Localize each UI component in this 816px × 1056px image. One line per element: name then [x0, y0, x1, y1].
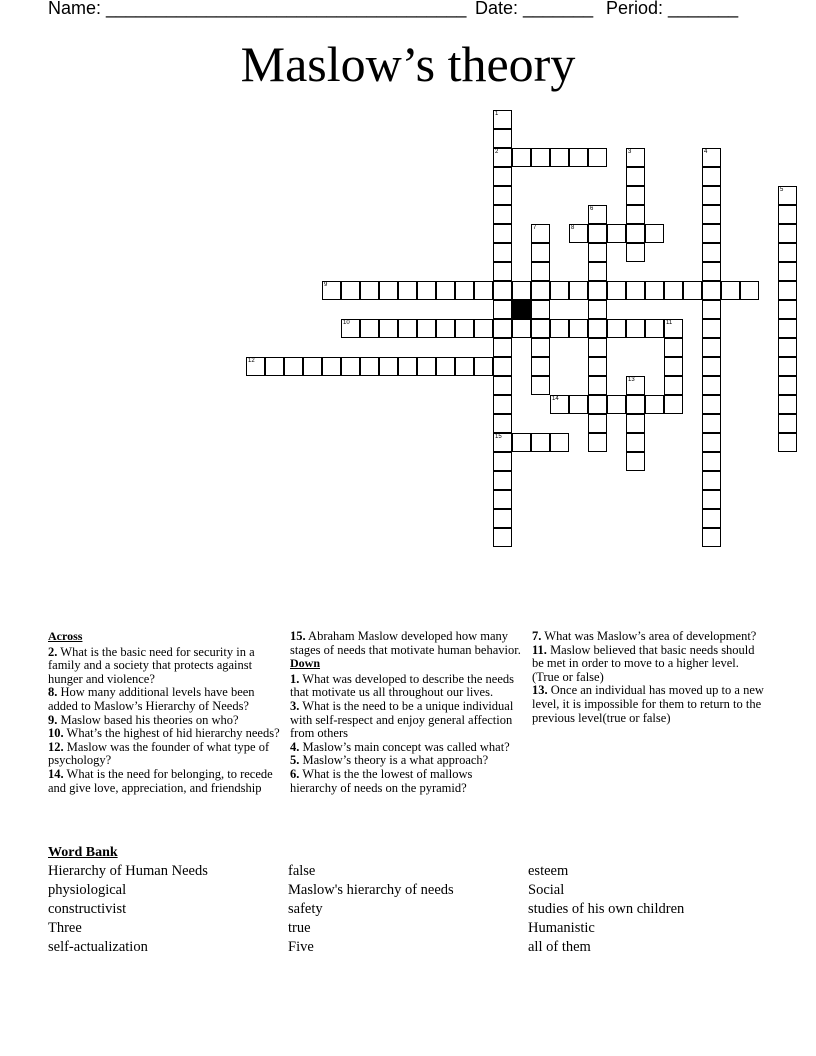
grid-cell[interactable]	[778, 433, 797, 452]
clues-column-1	[48, 630, 280, 795]
grid-cell[interactable]	[626, 414, 645, 433]
grid-cell[interactable]	[721, 281, 740, 300]
grid-cell[interactable]	[493, 262, 512, 281]
period-field[interactable]: Period: _______	[606, 0, 739, 18]
grid-cell[interactable]	[417, 281, 436, 300]
grid-cell[interactable]	[588, 243, 607, 262]
grid-cell[interactable]	[626, 205, 645, 224]
grid-cell[interactable]	[626, 224, 645, 243]
grid-cell[interactable]	[341, 319, 360, 338]
grid-cell[interactable]	[645, 319, 664, 338]
grid-cell[interactable]	[588, 300, 607, 319]
grid-cell[interactable]	[607, 281, 626, 300]
grid-cell[interactable]	[702, 528, 721, 547]
grid-cell[interactable]	[588, 224, 607, 243]
clue-down	[290, 741, 522, 755]
grid-cell[interactable]	[626, 148, 645, 167]
clue-number: 4	[704, 149, 708, 155]
grid-cell[interactable]	[531, 300, 550, 319]
word-bank-item: true	[288, 920, 311, 936]
grid-cell[interactable]	[531, 319, 550, 338]
word-bank-item: safety	[288, 901, 323, 917]
grid-cell[interactable]	[664, 281, 683, 300]
clue-across	[48, 768, 280, 795]
grid-cell[interactable]	[588, 205, 607, 224]
black-cell	[512, 300, 531, 319]
clue-text: How many additional levels have been added to Maslow’s Hierarchy of Needs?	[48, 685, 255, 713]
grid-cell[interactable]	[303, 357, 322, 376]
grid-cell[interactable]	[531, 433, 550, 452]
grid-cell[interactable]	[493, 167, 512, 186]
grid-cell[interactable]	[645, 395, 664, 414]
clue-down	[532, 644, 764, 685]
clue-number: 10	[343, 320, 350, 326]
grid-cell[interactable]	[588, 376, 607, 395]
grid-cell[interactable]	[493, 281, 512, 300]
clue-number: 5	[780, 187, 784, 193]
grid-cell[interactable]	[569, 319, 588, 338]
word-bank-item: esteem	[528, 863, 569, 879]
grid-cell[interactable]	[588, 433, 607, 452]
grid-cell[interactable]	[493, 357, 512, 376]
clue-text: Once an individual has moved up to a new level, it is impossible for them to return to the previous level(true or false)	[532, 683, 764, 725]
grid-cell[interactable]	[360, 281, 379, 300]
grid-cell[interactable]	[664, 338, 683, 357]
word-bank-column	[48, 862, 208, 957]
grid-cell[interactable]	[436, 281, 455, 300]
clue-number: 12	[248, 358, 255, 364]
grid-cell[interactable]	[683, 281, 702, 300]
clue-across	[48, 646, 280, 687]
grid-cell[interactable]	[702, 281, 721, 300]
clue-number: 2.	[48, 644, 58, 659]
grid-cell[interactable]	[702, 433, 721, 452]
grid-cell[interactable]	[493, 129, 512, 148]
clue-text: Maslow believed that basic needs should be met in order to move to a higher level.(True or false)	[532, 642, 755, 684]
clue-number: 7.	[532, 629, 542, 643]
clue-number: 6	[590, 206, 594, 212]
grid-cell[interactable]	[569, 224, 588, 243]
grid-cell[interactable]	[607, 224, 626, 243]
grid-cell[interactable]	[493, 433, 512, 452]
grid-cell[interactable]	[778, 281, 797, 300]
word-bank-item: physiological	[48, 882, 127, 898]
grid-cell[interactable]	[512, 433, 531, 452]
grid-cell[interactable]	[493, 414, 512, 433]
grid-cell[interactable]	[531, 243, 550, 262]
word-bank-item: Maslow's hierarchy of needs	[288, 882, 454, 898]
clue-number: 13.	[532, 683, 548, 698]
word-bank-item: Humanistic	[528, 920, 595, 936]
grid-cell[interactable]	[455, 319, 474, 338]
grid-cell[interactable]	[379, 281, 398, 300]
word-bank-column	[288, 862, 454, 957]
grid-cell[interactable]	[702, 167, 721, 186]
clue-number: 3	[628, 149, 632, 155]
grid-cell[interactable]	[569, 281, 588, 300]
clue-text: What was Maslow’s area of development?	[541, 629, 757, 643]
grid-cell[interactable]	[569, 395, 588, 414]
grid-cell[interactable]	[512, 319, 531, 338]
clue-down	[532, 684, 764, 725]
grid-cell[interactable]	[664, 395, 683, 414]
grid-cell[interactable]	[493, 395, 512, 414]
grid-cell[interactable]	[493, 205, 512, 224]
grid-cell[interactable]	[702, 471, 721, 490]
word-bank-column	[528, 862, 684, 957]
clue-text: What is the the lowest of mallows hierarchy of needs on the pyramid?	[290, 766, 473, 795]
grid-cell[interactable]	[702, 243, 721, 262]
clue-number: 9.	[48, 712, 58, 727]
grid-cell[interactable]	[531, 376, 550, 395]
grid-cell[interactable]	[626, 281, 645, 300]
grid-cell[interactable]	[531, 148, 550, 167]
grid-cell[interactable]	[436, 319, 455, 338]
clue-number: 14.	[48, 766, 64, 781]
clue-number: 10.	[48, 726, 64, 741]
grid-cell[interactable]	[778, 414, 797, 433]
grid-cell[interactable]	[778, 357, 797, 376]
clue-number: 8	[571, 225, 575, 231]
clue-number: 15.	[290, 629, 306, 643]
grid-cell[interactable]	[398, 281, 417, 300]
clues-column-3	[532, 630, 764, 725]
grid-cell[interactable]	[531, 224, 550, 243]
grid-cell[interactable]	[531, 262, 550, 281]
grid-cell[interactable]	[645, 224, 664, 243]
grid-cell[interactable]	[778, 338, 797, 357]
clue-number: 6.	[290, 766, 300, 781]
grid-cell[interactable]	[626, 167, 645, 186]
grid-cell[interactable]	[778, 300, 797, 319]
grid-cell[interactable]	[702, 300, 721, 319]
clue-down	[532, 630, 764, 644]
grid-cell[interactable]	[512, 281, 531, 300]
grid-cell[interactable]	[588, 281, 607, 300]
grid-cell[interactable]	[265, 357, 284, 376]
grid-cell[interactable]	[493, 452, 512, 471]
clue-number: 15	[495, 434, 502, 440]
grid-cell[interactable]	[455, 281, 474, 300]
clue-text: What’s the highest of hid hierarchy needs?	[63, 726, 280, 741]
grid-cell[interactable]	[778, 319, 797, 338]
grid-cell[interactable]	[607, 319, 626, 338]
clue-text: What is the need to be a unique individual with self-respect and enjoy general affection from others	[290, 698, 514, 741]
grid-cell[interactable]	[493, 509, 512, 528]
name-field[interactable]: Name: ____________________________________	[48, 0, 467, 18]
grid-cell[interactable]	[360, 357, 379, 376]
grid-cell[interactable]	[588, 148, 607, 167]
grid-cell[interactable]	[702, 205, 721, 224]
grid-cell[interactable]	[417, 319, 436, 338]
grid-cell[interactable]	[778, 262, 797, 281]
grid-cell[interactable]	[702, 395, 721, 414]
grid-cell[interactable]	[588, 357, 607, 376]
grid-cell[interactable]	[626, 319, 645, 338]
grid-cell[interactable]	[626, 433, 645, 452]
grid-cell[interactable]	[778, 395, 797, 414]
word-bank-item: Social	[528, 882, 565, 898]
clue-down	[290, 754, 522, 768]
clue-text: Maslow’s main concept was called what?	[299, 739, 510, 754]
grid-cell[interactable]	[379, 357, 398, 376]
grid-cell[interactable]	[702, 490, 721, 509]
grid-cell[interactable]	[398, 357, 417, 376]
grid-cell[interactable]	[702, 376, 721, 395]
clue-number: 11.	[532, 642, 547, 657]
grid-cell[interactable]	[664, 357, 683, 376]
clue-across	[48, 714, 280, 728]
grid-cell[interactable]	[493, 376, 512, 395]
clue-text: Maslow based his theories on who?	[57, 712, 239, 727]
clue-number: 1.	[290, 671, 300, 686]
grid-cell[interactable]	[360, 319, 379, 338]
grid-cell[interactable]	[246, 357, 265, 376]
grid-cell[interactable]	[588, 414, 607, 433]
grid-cell[interactable]	[778, 243, 797, 262]
clue-text: What is the basic need for security in a family and a society that protects against hunger and violence?	[48, 644, 255, 686]
clue-number: 1	[495, 111, 499, 117]
grid-cell[interactable]	[702, 319, 721, 338]
grid-cell[interactable]	[474, 357, 493, 376]
clue-number: 8.	[48, 685, 58, 700]
grid-cell[interactable]	[531, 281, 550, 300]
grid-cell[interactable]	[626, 243, 645, 262]
word-bank-item: Three	[48, 920, 82, 936]
grid-cell[interactable]	[626, 186, 645, 205]
clue-number: 3.	[290, 698, 300, 713]
grid-cell[interactable]	[702, 262, 721, 281]
grid-cell[interactable]	[550, 148, 569, 167]
clue-number: 14	[552, 396, 559, 402]
grid-cell[interactable]	[493, 186, 512, 205]
grid-cell[interactable]	[531, 357, 550, 376]
grid-cell[interactable]	[588, 338, 607, 357]
grid-cell[interactable]	[702, 224, 721, 243]
clue-down	[290, 700, 522, 741]
grid-cell[interactable]	[531, 338, 550, 357]
grid-cell[interactable]	[664, 319, 683, 338]
grid-cell[interactable]	[493, 224, 512, 243]
grid-cell[interactable]	[455, 357, 474, 376]
grid-cell[interactable]	[398, 319, 417, 338]
clue-text: Maslow’s theory is a what approach?	[299, 753, 489, 768]
grid-cell[interactable]	[474, 319, 493, 338]
grid-cell[interactable]	[569, 148, 588, 167]
clue-text: Maslow was the founder of what type of psychology?	[48, 739, 270, 768]
grid-cell[interactable]	[626, 376, 645, 395]
grid-cell[interactable]	[702, 452, 721, 471]
grid-cell[interactable]	[607, 395, 626, 414]
grid-cell[interactable]	[493, 148, 512, 167]
grid-cell[interactable]	[664, 376, 683, 395]
grid-cell[interactable]	[702, 186, 721, 205]
grid-cell[interactable]	[493, 110, 512, 129]
clue-text: What was developed to describe the needs that motivate us all throughout our lives.	[290, 671, 514, 700]
grid-cell[interactable]	[493, 528, 512, 547]
grid-cell[interactable]	[702, 148, 721, 167]
grid-cell[interactable]	[702, 357, 721, 376]
grid-cell[interactable]	[550, 433, 569, 452]
clue-number: 13	[628, 377, 635, 383]
grid-cell[interactable]	[493, 243, 512, 262]
grid-cell[interactable]	[493, 300, 512, 319]
word-bank-item: studies of his own children	[528, 901, 685, 917]
grid-cell[interactable]	[626, 452, 645, 471]
grid-cell[interactable]	[778, 205, 797, 224]
grid-cell[interactable]	[588, 319, 607, 338]
grid-cell[interactable]	[379, 319, 398, 338]
clues-column-2	[290, 630, 522, 795]
page-title: Maslow’s theory	[240, 36, 576, 92]
grid-cell[interactable]	[702, 338, 721, 357]
clue-text: What is the need for belonging, to recede and give love, appreciation, and friendship	[48, 766, 273, 795]
grid-cell[interactable]	[778, 376, 797, 395]
clue-across	[48, 686, 280, 713]
clue-number: 5.	[290, 753, 300, 768]
word-bank-item: Five	[288, 939, 314, 955]
word-bank-item: all of them	[528, 939, 591, 955]
grid-cell[interactable]	[417, 357, 436, 376]
clue-number: 4.	[290, 739, 300, 754]
grid-cell[interactable]	[778, 186, 797, 205]
grid-cell[interactable]	[322, 357, 341, 376]
grid-cell[interactable]	[436, 357, 455, 376]
grid-cell[interactable]	[550, 395, 569, 414]
grid-cell[interactable]	[322, 281, 341, 300]
grid-cell[interactable]	[740, 281, 759, 300]
grid-cell[interactable]	[778, 224, 797, 243]
grid-cell[interactable]	[493, 319, 512, 338]
grid-cell[interactable]	[474, 281, 493, 300]
grid-cell[interactable]	[702, 509, 721, 528]
clue-number: 2	[495, 149, 499, 155]
clue-number: 11	[666, 320, 673, 326]
grid-cell[interactable]	[493, 490, 512, 509]
grid-cell[interactable]	[588, 395, 607, 414]
grid-cell[interactable]	[341, 357, 360, 376]
word-bank-item: constructivist	[48, 901, 127, 917]
clue-text: Abraham Maslow developed how many stages of needs that motivate human behavior.	[290, 629, 521, 657]
grid-cell[interactable]	[702, 414, 721, 433]
down-heading: Down	[290, 656, 321, 671]
grid-cell[interactable]	[626, 395, 645, 414]
clue-across	[48, 741, 280, 768]
clue-across	[290, 630, 522, 657]
word-bank-item: self-actualization	[48, 939, 148, 955]
clue-across	[48, 727, 280, 741]
word-bank-item: Hierarchy of Human Needs	[48, 863, 208, 879]
word-bank-item: false	[288, 863, 316, 879]
grid-cell[interactable]	[550, 281, 569, 300]
clue-number: 12.	[48, 739, 64, 754]
word-bank-title: Word Bank	[48, 845, 118, 860]
clue-down	[290, 673, 522, 700]
clue-number: 9	[324, 282, 328, 288]
date-field[interactable]: Date: _______	[475, 0, 594, 18]
grid-cell[interactable]	[493, 471, 512, 490]
clue-number: 7	[533, 225, 537, 231]
clue-down	[290, 768, 522, 795]
grid-cell[interactable]	[284, 357, 303, 376]
grid-cell[interactable]	[512, 148, 531, 167]
grid-cell[interactable]	[493, 338, 512, 357]
grid-cell[interactable]	[341, 281, 360, 300]
across-heading: Across	[48, 629, 83, 643]
grid-cell[interactable]	[588, 262, 607, 281]
grid-cell[interactable]	[550, 319, 569, 338]
grid-cell[interactable]	[645, 281, 664, 300]
